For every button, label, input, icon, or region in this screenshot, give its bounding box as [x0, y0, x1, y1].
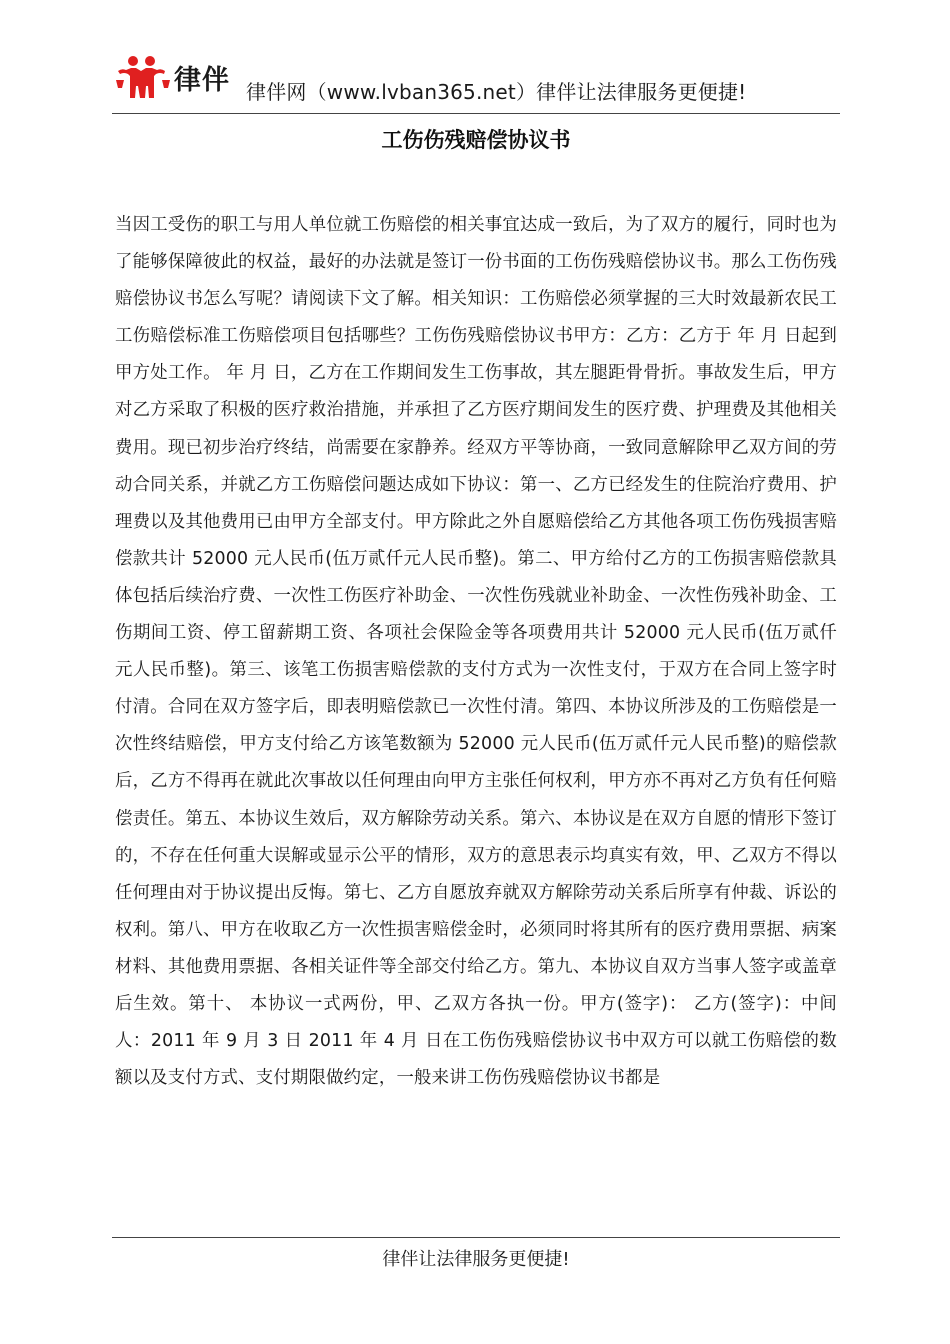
two-people-logo-icon [116, 54, 170, 102]
page-header [112, 48, 840, 112]
logo-text: 律伴 [174, 65, 230, 96]
logo[interactable] [116, 54, 238, 104]
header-divider [112, 113, 840, 114]
footer-divider [112, 1237, 840, 1238]
footer-slogan: 律伴让法律服务更便捷! [382, 1249, 570, 1270]
document-body: 当因工受伤的职工与用人单位就工伤赔偿的相关事宜达成一致后，为了双方的履行，同时也为了能够保障彼此的权益，最好的办法就是签订一份书面的工伤伤残赔偿协议书。那么工伤伤残赔偿协议书怎么写呢？请阅读下文了解。相关知识：工伤赔偿必须掌握的三大时效最新农民工工伤赔偿标准工伤赔偿项目包括哪些？工伤伤残赔偿协议书甲方：乙方：乙方于 年 月 日起到甲方处工作。 年 月 日，乙方在工作期间发生工伤事故，其左腿距骨骨折。事故发生后，甲方对乙方采取了积极的医疗救治措施，并承担了乙方医疗期间发生的医疗费、护理费及其他相关费用。现已初步治疗终结，尚需要在家静养。经双方平等协商，一致同意解除甲乙双方间的劳动合同关系，并就乙方工伤赔偿问题达成如下协议：第一、乙方已经发生的住院治疗费用、护理费以及其他费用已由甲方全部支付。甲方除此之外自愿赔偿给乙方其他各项工伤伤残损害赔偿款共计 52000 元人民币(伍万贰仟元人民币整)。第二、甲方给付乙方的工伤损害赔偿款具体包括后续治疗费、一次性工伤医疗补助金、一次性伤残就业补助金、一次性伤残补助金、工伤期间工资、停工留薪期工资、各项社会保险金等各项费用共计 52000 元人民币(伍万贰仟元人民币整)。第三、该笔工伤损害赔偿款的支付方式为一次性支付，于双方在合同上签字时付清。合同在双方签字后，即表明赔偿款已一次性付清。第四、本协议所涉及的工伤赔偿是一次性终结赔偿，甲方支付给乙方该笔数额为 52000 元人民币(伍万贰仟元人民币整)的赔偿款后，乙方不得再在就此次事故以任何理由向甲方主张任何权利，甲方亦不再对乙方负有任何赔偿责任。第五、本协议生效后，双方解除劳动关系。第六、本协议是在双方自愿的情形下签订的，不存在任何重大误解或显示公平的情形，双方的意思表示均真实有效，甲、乙双方不得以任何理由对于协议提出反悔。第七、乙方自愿放弃就双方解除劳动关系后所享有仲裁、诉讼的权利。第八、甲方在收取乙方一次性损害赔偿金时，必须同时将其所有的医疗费用票据、病案材料、其他费用票据、各相关证件等全部交付给乙方。第九、本协议自双方当事人签字或盖章后生效。第十、 本协议一式两份，甲、乙双方各执一份。甲方(签字)： 乙方(签字)：中间人：2011 年 9 月 3 日 2011 年 4 月 日在工伤伤残赔偿协议书中双方可以就工伤赔偿的数额以及支付方式、支付期限做约定，一般来讲工伤伤残赔偿协议书都是 [115, 215, 837, 1089]
document-title: 工伤伤残赔偿协议书 [381, 128, 571, 152]
site-tagline[interactable]: 律伴网（www.lvban365.net）律伴让法律服务更便捷! [246, 80, 747, 104]
